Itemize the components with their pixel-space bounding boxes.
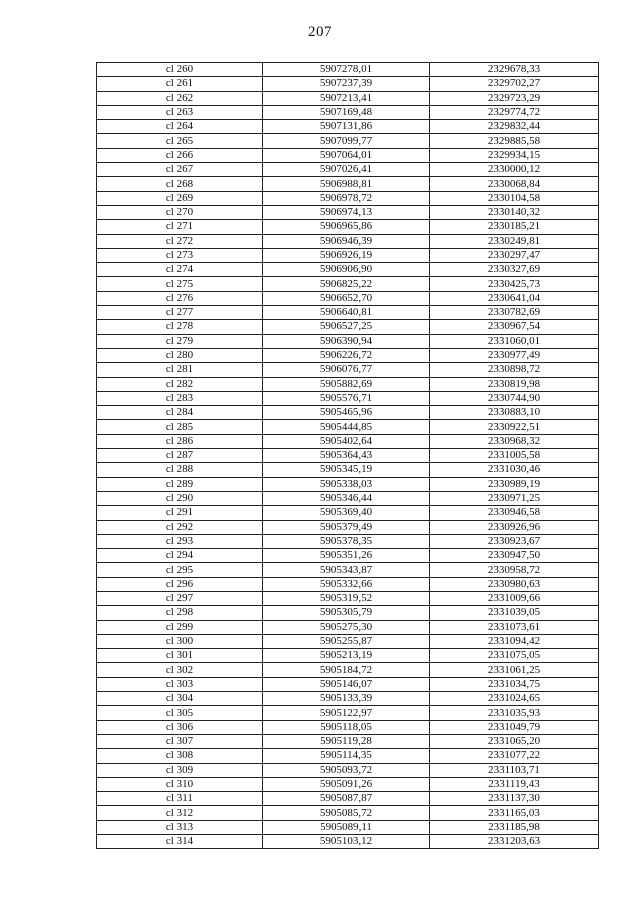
x-coordinate-cell: 5905343,87 bbox=[263, 563, 430, 577]
point-id-cell: cl 267 bbox=[97, 163, 263, 177]
point-id-cell: cl 261 bbox=[97, 77, 263, 91]
table-row bbox=[97, 248, 599, 262]
table-row bbox=[97, 120, 599, 134]
y-coordinate-cell: 2331065,20 bbox=[430, 734, 599, 748]
y-coordinate-cell: 2331039,05 bbox=[430, 606, 599, 620]
x-coordinate-cell: 5905332,66 bbox=[263, 577, 430, 591]
x-coordinate-cell: 5905351,26 bbox=[263, 549, 430, 563]
table-row bbox=[97, 348, 599, 362]
point-id-cell: cl 269 bbox=[97, 191, 263, 205]
point-id-cell: cl 311 bbox=[97, 792, 263, 806]
table-row bbox=[97, 205, 599, 219]
y-coordinate-cell: 2330425,73 bbox=[430, 277, 599, 291]
point-id-cell: cl 278 bbox=[97, 320, 263, 334]
point-id-cell: cl 299 bbox=[97, 620, 263, 634]
table-row bbox=[97, 734, 599, 748]
x-coordinate-cell: 5905118,05 bbox=[263, 720, 430, 734]
x-coordinate-cell: 5905402,64 bbox=[263, 434, 430, 448]
table-row bbox=[97, 677, 599, 691]
point-id-cell: cl 313 bbox=[97, 820, 263, 834]
x-coordinate-cell: 5906978,72 bbox=[263, 191, 430, 205]
y-coordinate-cell: 2331137,30 bbox=[430, 792, 599, 806]
x-coordinate-cell: 5905346,44 bbox=[263, 491, 430, 505]
point-id-cell: cl 286 bbox=[97, 434, 263, 448]
point-id-cell: cl 293 bbox=[97, 534, 263, 548]
x-coordinate-cell: 5907278,01 bbox=[263, 63, 430, 77]
y-coordinate-cell: 2330641,04 bbox=[430, 291, 599, 305]
x-coordinate-cell: 5905319,52 bbox=[263, 591, 430, 605]
x-coordinate-cell: 5905114,35 bbox=[263, 749, 430, 763]
point-id-cell: cl 277 bbox=[97, 306, 263, 320]
y-coordinate-cell: 2330971,25 bbox=[430, 491, 599, 505]
table-row bbox=[97, 634, 599, 648]
table-row bbox=[97, 706, 599, 720]
point-id-cell: cl 289 bbox=[97, 477, 263, 491]
point-id-cell: cl 305 bbox=[97, 706, 263, 720]
x-coordinate-cell: 5906988,81 bbox=[263, 177, 430, 191]
table-row bbox=[97, 406, 599, 420]
x-coordinate-cell: 5905146,07 bbox=[263, 677, 430, 691]
y-coordinate-cell: 2329832,44 bbox=[430, 120, 599, 134]
x-coordinate-cell: 5906076,77 bbox=[263, 363, 430, 377]
point-id-cell: cl 296 bbox=[97, 577, 263, 591]
y-coordinate-cell: 2331049,79 bbox=[430, 720, 599, 734]
x-coordinate-cell: 5905089,11 bbox=[263, 820, 430, 834]
coordinates-table bbox=[96, 62, 599, 849]
x-coordinate-cell: 5906946,39 bbox=[263, 234, 430, 248]
y-coordinate-cell: 2330104,58 bbox=[430, 191, 599, 205]
y-coordinate-cell: 2330744,90 bbox=[430, 391, 599, 405]
point-id-cell: cl 263 bbox=[97, 105, 263, 119]
y-coordinate-cell: 2331165,03 bbox=[430, 806, 599, 820]
x-coordinate-cell: 5906825,22 bbox=[263, 277, 430, 291]
point-id-cell: cl 279 bbox=[97, 334, 263, 348]
x-coordinate-cell: 5905255,87 bbox=[263, 634, 430, 648]
x-coordinate-cell: 5905091,26 bbox=[263, 777, 430, 791]
point-id-cell: cl 285 bbox=[97, 420, 263, 434]
y-coordinate-cell: 2331009,66 bbox=[430, 591, 599, 605]
y-coordinate-cell: 2330140,32 bbox=[430, 205, 599, 219]
table-row bbox=[97, 363, 599, 377]
point-id-cell: cl 291 bbox=[97, 506, 263, 520]
point-id-cell: cl 281 bbox=[97, 363, 263, 377]
table-row bbox=[97, 606, 599, 620]
point-id-cell: cl 280 bbox=[97, 348, 263, 362]
point-id-cell: cl 312 bbox=[97, 806, 263, 820]
point-id-cell: cl 282 bbox=[97, 377, 263, 391]
x-coordinate-cell: 5905369,40 bbox=[263, 506, 430, 520]
y-coordinate-cell: 2331030,46 bbox=[430, 463, 599, 477]
y-coordinate-cell: 2330249,81 bbox=[430, 234, 599, 248]
x-coordinate-cell: 5905119,28 bbox=[263, 734, 430, 748]
x-coordinate-cell: 5905133,39 bbox=[263, 692, 430, 706]
point-id-cell: cl 264 bbox=[97, 120, 263, 134]
x-coordinate-cell: 5906926,19 bbox=[263, 248, 430, 262]
point-id-cell: cl 297 bbox=[97, 591, 263, 605]
table-row bbox=[97, 749, 599, 763]
y-coordinate-cell: 2331077,22 bbox=[430, 749, 599, 763]
y-coordinate-cell: 2330782,69 bbox=[430, 306, 599, 320]
y-coordinate-cell: 2331185,98 bbox=[430, 820, 599, 834]
point-id-cell: cl 273 bbox=[97, 248, 263, 262]
x-coordinate-cell: 5905122,97 bbox=[263, 706, 430, 720]
point-id-cell: cl 290 bbox=[97, 491, 263, 505]
y-coordinate-cell: 2330185,21 bbox=[430, 220, 599, 234]
point-id-cell: cl 309 bbox=[97, 763, 263, 777]
x-coordinate-cell: 5905103,12 bbox=[263, 835, 430, 849]
table-row bbox=[97, 234, 599, 248]
point-id-cell: cl 276 bbox=[97, 291, 263, 305]
y-coordinate-cell: 2330297,47 bbox=[430, 248, 599, 262]
table-row bbox=[97, 692, 599, 706]
table-row bbox=[97, 591, 599, 605]
point-id-cell: cl 304 bbox=[97, 692, 263, 706]
y-coordinate-cell: 2330926,96 bbox=[430, 520, 599, 534]
point-id-cell: cl 268 bbox=[97, 177, 263, 191]
table-row bbox=[97, 320, 599, 334]
x-coordinate-cell: 5905338,03 bbox=[263, 477, 430, 491]
point-id-cell: cl 306 bbox=[97, 720, 263, 734]
x-coordinate-cell: 5905465,96 bbox=[263, 406, 430, 420]
table-row bbox=[97, 449, 599, 463]
y-coordinate-cell: 2330923,67 bbox=[430, 534, 599, 548]
x-coordinate-cell: 5906965,86 bbox=[263, 220, 430, 234]
y-coordinate-cell: 2329885,58 bbox=[430, 134, 599, 148]
table-row bbox=[97, 620, 599, 634]
y-coordinate-cell: 2331034,75 bbox=[430, 677, 599, 691]
table-row bbox=[97, 377, 599, 391]
table-row bbox=[97, 534, 599, 548]
table-row bbox=[97, 520, 599, 534]
x-coordinate-cell: 5907064,01 bbox=[263, 148, 430, 162]
y-coordinate-cell: 2331024,65 bbox=[430, 692, 599, 706]
table-row bbox=[97, 163, 599, 177]
point-id-cell: cl 272 bbox=[97, 234, 263, 248]
table-row bbox=[97, 77, 599, 91]
table-row bbox=[97, 91, 599, 105]
point-id-cell: cl 294 bbox=[97, 549, 263, 563]
table-row bbox=[97, 820, 599, 834]
y-coordinate-cell: 2330068,84 bbox=[430, 177, 599, 191]
y-coordinate-cell: 2330922,51 bbox=[430, 420, 599, 434]
x-coordinate-cell: 5907169,48 bbox=[263, 105, 430, 119]
point-id-cell: cl 271 bbox=[97, 220, 263, 234]
x-coordinate-cell: 5905085,72 bbox=[263, 806, 430, 820]
table-row bbox=[97, 306, 599, 320]
x-coordinate-cell: 5907237,39 bbox=[263, 77, 430, 91]
x-coordinate-cell: 5905305,79 bbox=[263, 606, 430, 620]
table-row bbox=[97, 177, 599, 191]
x-coordinate-cell: 5906906,90 bbox=[263, 263, 430, 277]
y-coordinate-cell: 2330989,19 bbox=[430, 477, 599, 491]
x-coordinate-cell: 5906390,94 bbox=[263, 334, 430, 348]
y-coordinate-cell: 2331005,58 bbox=[430, 449, 599, 463]
y-coordinate-cell: 2330947,50 bbox=[430, 549, 599, 563]
point-id-cell: cl 298 bbox=[97, 606, 263, 620]
y-coordinate-cell: 2331073,61 bbox=[430, 620, 599, 634]
table-row bbox=[97, 134, 599, 148]
table-row bbox=[97, 549, 599, 563]
point-id-cell: cl 288 bbox=[97, 463, 263, 477]
x-coordinate-cell: 5905576,71 bbox=[263, 391, 430, 405]
point-id-cell: cl 262 bbox=[97, 91, 263, 105]
table-row bbox=[97, 220, 599, 234]
y-coordinate-cell: 2331119,43 bbox=[430, 777, 599, 791]
table-row bbox=[97, 291, 599, 305]
table-row bbox=[97, 105, 599, 119]
point-id-cell: cl 260 bbox=[97, 63, 263, 77]
table-row bbox=[97, 463, 599, 477]
point-id-cell: cl 283 bbox=[97, 391, 263, 405]
table-row bbox=[97, 663, 599, 677]
table-row bbox=[97, 577, 599, 591]
table-row bbox=[97, 277, 599, 291]
y-coordinate-cell: 2330968,32 bbox=[430, 434, 599, 448]
y-coordinate-cell: 2329774,72 bbox=[430, 105, 599, 119]
point-id-cell: cl 265 bbox=[97, 134, 263, 148]
point-id-cell: cl 301 bbox=[97, 649, 263, 663]
table-row bbox=[97, 63, 599, 77]
point-id-cell: cl 270 bbox=[97, 205, 263, 219]
point-id-cell: cl 266 bbox=[97, 148, 263, 162]
x-coordinate-cell: 5905093,72 bbox=[263, 763, 430, 777]
y-coordinate-cell: 2330967,54 bbox=[430, 320, 599, 334]
x-coordinate-cell: 5905378,35 bbox=[263, 534, 430, 548]
y-coordinate-cell: 2330946,58 bbox=[430, 506, 599, 520]
x-coordinate-cell: 5905087,87 bbox=[263, 792, 430, 806]
y-coordinate-cell: 2329702,27 bbox=[430, 77, 599, 91]
table-row bbox=[97, 720, 599, 734]
point-id-cell: cl 302 bbox=[97, 663, 263, 677]
table-row bbox=[97, 763, 599, 777]
x-coordinate-cell: 5906527,25 bbox=[263, 320, 430, 334]
point-id-cell: cl 307 bbox=[97, 734, 263, 748]
page-number: 207 bbox=[308, 24, 332, 40]
x-coordinate-cell: 5905184,72 bbox=[263, 663, 430, 677]
table-row bbox=[97, 649, 599, 663]
x-coordinate-cell: 5907099,77 bbox=[263, 134, 430, 148]
x-coordinate-cell: 5905444,85 bbox=[263, 420, 430, 434]
point-id-cell: cl 295 bbox=[97, 563, 263, 577]
y-coordinate-cell: 2330977,49 bbox=[430, 348, 599, 362]
table-row bbox=[97, 263, 599, 277]
y-coordinate-cell: 2329678,33 bbox=[430, 63, 599, 77]
x-coordinate-cell: 5906226,72 bbox=[263, 348, 430, 362]
x-coordinate-cell: 5905379,49 bbox=[263, 520, 430, 534]
table-row bbox=[97, 491, 599, 505]
table-row bbox=[97, 434, 599, 448]
y-coordinate-cell: 2331094,42 bbox=[430, 634, 599, 648]
y-coordinate-cell: 2330819,98 bbox=[430, 377, 599, 391]
y-coordinate-cell: 2331060,01 bbox=[430, 334, 599, 348]
table-row bbox=[97, 792, 599, 806]
table-row bbox=[97, 334, 599, 348]
point-id-cell: cl 300 bbox=[97, 634, 263, 648]
table-row bbox=[97, 777, 599, 791]
point-id-cell: cl 310 bbox=[97, 777, 263, 791]
table-row bbox=[97, 420, 599, 434]
point-id-cell: cl 274 bbox=[97, 263, 263, 277]
point-id-cell: cl 287 bbox=[97, 449, 263, 463]
table-row bbox=[97, 148, 599, 162]
x-coordinate-cell: 5906974,13 bbox=[263, 205, 430, 219]
table-row bbox=[97, 835, 599, 849]
point-id-cell: cl 275 bbox=[97, 277, 263, 291]
coordinates-table-body bbox=[97, 63, 599, 849]
x-coordinate-cell: 5905345,19 bbox=[263, 463, 430, 477]
x-coordinate-cell: 5905275,30 bbox=[263, 620, 430, 634]
point-id-cell: cl 303 bbox=[97, 677, 263, 691]
y-coordinate-cell: 2330898,72 bbox=[430, 363, 599, 377]
table-row bbox=[97, 191, 599, 205]
y-coordinate-cell: 2330883,10 bbox=[430, 406, 599, 420]
table-row bbox=[97, 506, 599, 520]
y-coordinate-cell: 2330980,63 bbox=[430, 577, 599, 591]
point-id-cell: cl 308 bbox=[97, 749, 263, 763]
x-coordinate-cell: 5905364,43 bbox=[263, 449, 430, 463]
table-row bbox=[97, 477, 599, 491]
x-coordinate-cell: 5905882,69 bbox=[263, 377, 430, 391]
table-row bbox=[97, 563, 599, 577]
y-coordinate-cell: 2331035,93 bbox=[430, 706, 599, 720]
x-coordinate-cell: 5907026,41 bbox=[263, 163, 430, 177]
y-coordinate-cell: 2331103,71 bbox=[430, 763, 599, 777]
y-coordinate-cell: 2331203,63 bbox=[430, 835, 599, 849]
y-coordinate-cell: 2331061,25 bbox=[430, 663, 599, 677]
x-coordinate-cell: 5907131,86 bbox=[263, 120, 430, 134]
y-coordinate-cell: 2330958,72 bbox=[430, 563, 599, 577]
y-coordinate-cell: 2329934,15 bbox=[430, 148, 599, 162]
x-coordinate-cell: 5906652,70 bbox=[263, 291, 430, 305]
y-coordinate-cell: 2330327,69 bbox=[430, 263, 599, 277]
x-coordinate-cell: 5907213,41 bbox=[263, 91, 430, 105]
table-row bbox=[97, 806, 599, 820]
point-id-cell: cl 284 bbox=[97, 406, 263, 420]
y-coordinate-cell: 2331075,05 bbox=[430, 649, 599, 663]
x-coordinate-cell: 5905213,19 bbox=[263, 649, 430, 663]
point-id-cell: cl 314 bbox=[97, 835, 263, 849]
point-id-cell: cl 292 bbox=[97, 520, 263, 534]
y-coordinate-cell: 2329723,29 bbox=[430, 91, 599, 105]
x-coordinate-cell: 5906640,81 bbox=[263, 306, 430, 320]
table-row bbox=[97, 391, 599, 405]
y-coordinate-cell: 2330000,12 bbox=[430, 163, 599, 177]
